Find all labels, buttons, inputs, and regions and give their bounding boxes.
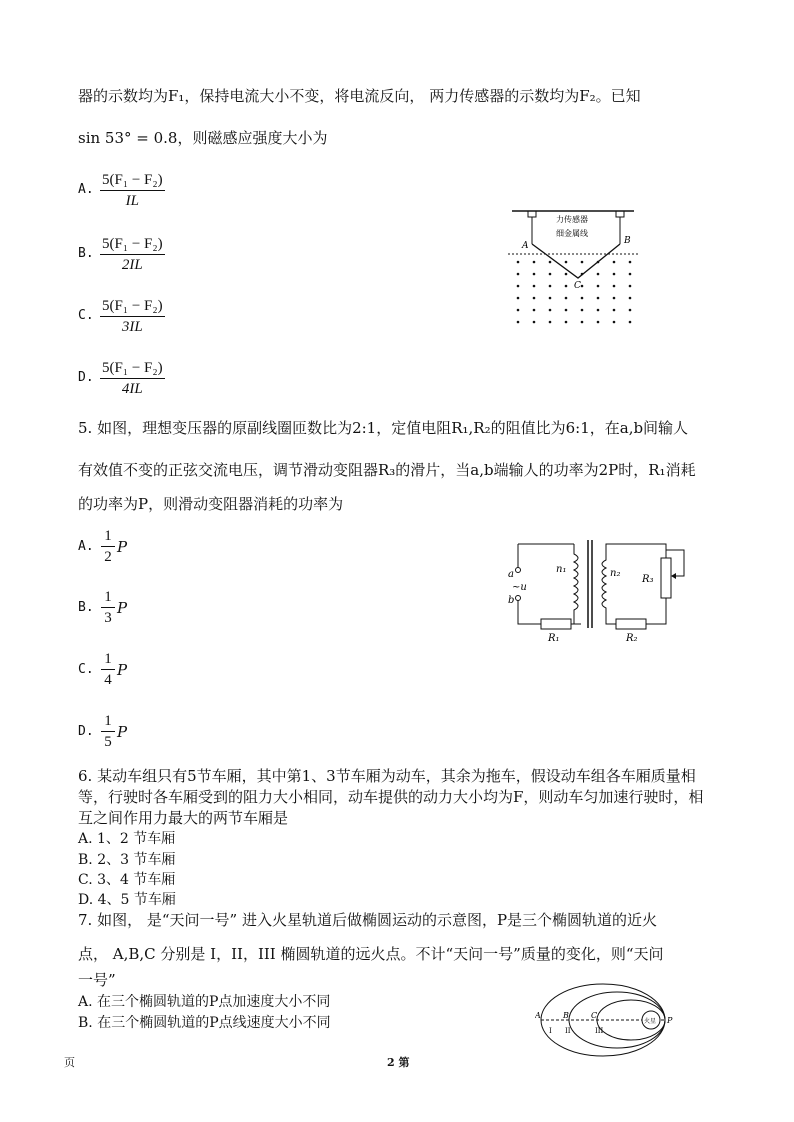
label-u: ~u (512, 582, 527, 593)
label-a: a (508, 569, 514, 580)
label-orbit-i: I (549, 1027, 552, 1035)
magnetic-field-dots (517, 261, 632, 324)
field-dot (517, 309, 520, 312)
field-dot (517, 273, 520, 276)
q4-option-d-letter: D. (78, 370, 94, 385)
q5-option-d-letter: D. (78, 724, 94, 739)
v-wire (532, 244, 620, 278)
label-a: A (535, 1011, 541, 1020)
field-dot (517, 321, 520, 324)
q5-option-a-letter: A. (78, 539, 94, 554)
q5-option-a-num: 1 (101, 526, 115, 547)
label-b: B (624, 236, 631, 246)
q5-option-a-den: 2 (104, 549, 112, 565)
q4-option-d-num: 5(F₁ − F₂) (100, 358, 165, 379)
field-dot (597, 285, 600, 288)
q5-option-d-fraction (101, 711, 115, 752)
field-dot (517, 261, 520, 264)
q7-option-b: B. 在三个椭圆轨道的P点线速度大小不同 (78, 1015, 331, 1031)
q5-line2: 有效值不变的正弦交流电压，调节滑动变阻器R₃的滑片，当a,b端输人的功率为2P时，R₁消耗 (78, 461, 696, 479)
q4-wire-figure (508, 208, 638, 328)
sensor-left (528, 211, 536, 217)
q5-option-d-den: 5 (104, 734, 112, 750)
field-dot (581, 321, 584, 324)
q6-line3: 互之间作用力最大的两节车厢是 (78, 809, 289, 827)
q5-option-a-var: P (117, 538, 128, 556)
q4-option-b-fraction (100, 234, 165, 275)
q4-line1: 器的示数均为F₁，保持电流大小不变，将电流反向， 两力传感器的示数均为F₂。已知 (78, 87, 641, 105)
field-dot (613, 321, 616, 324)
field-dot (581, 285, 584, 288)
field-dot (517, 297, 520, 300)
q4-option-b-letter: B. (78, 246, 94, 261)
field-dot (581, 261, 584, 264)
q4-option-b-num: 5(F₁ − F₂) (100, 234, 165, 255)
q6-option-a: A. 1、2 节车厢 (78, 831, 176, 847)
field-dot (565, 297, 568, 300)
q6-option-d: D. 4、5 节车厢 (78, 892, 176, 908)
q5-option-d-num: 1 (101, 711, 115, 732)
field-dot (565, 285, 568, 288)
resistor-r2 (616, 619, 646, 629)
q4-option-c-den: 3IL (121, 319, 143, 335)
q5-option-c-num: 1 (101, 649, 115, 670)
q5-option-c-den: 4 (104, 672, 112, 688)
secondary-right-wire (646, 598, 666, 624)
wire-label: 细金属线 (556, 229, 588, 238)
q5-option-b-num: 1 (101, 587, 115, 608)
field-dot (565, 273, 568, 276)
field-dot (533, 309, 536, 312)
sensor-right (616, 211, 624, 217)
q4-option-d-fraction (100, 358, 165, 399)
field-dot (613, 285, 616, 288)
q5-option-b-fraction (101, 587, 115, 628)
primary-coil (574, 544, 581, 624)
label-r1: R₁ (548, 633, 560, 644)
field-dot (549, 297, 552, 300)
q6-line2: 等，行驶时各车厢受到的阻力大小相同，动车提供的动力大小均为F，则动车匀加速行驶时，相 (78, 788, 704, 806)
footer-page-number: 2 第 (387, 1056, 410, 1069)
field-dot (613, 261, 616, 264)
q5-option-c-fraction (101, 649, 115, 690)
field-dot (613, 309, 616, 312)
q4-option-c-fraction (100, 296, 165, 337)
field-dot (629, 309, 632, 312)
q4-line2: sin 53° = 0.8，则磁感应强度大小为 (78, 129, 328, 147)
field-dot (549, 261, 552, 264)
q6-option-b: B. 2、3 节车厢 (78, 852, 176, 868)
field-dot (533, 273, 536, 276)
label-p: P (667, 1016, 673, 1025)
field-dot (597, 273, 600, 276)
q7-orbit-figure (535, 980, 675, 1060)
resistor-r1 (541, 619, 571, 629)
field-dot (565, 261, 568, 264)
field-dot (565, 309, 568, 312)
secondary-coil (602, 550, 606, 620)
label-n2: n₂ (610, 568, 621, 579)
q5-line1: 5. 如图，理想变压器的原副线圈匝数比为2:1，定值电阻R₁,R₂的阻值比为6:1，在a,b间输人 (78, 419, 689, 437)
field-dot (549, 285, 552, 288)
q7-line2: 点， A,B,C 分别是 I，II，III 椭圆轨道的远火点。不计“天问一号”质量的变化，则“天问 (78, 945, 664, 963)
field-dot (629, 297, 632, 300)
label-r3: R₃ (642, 574, 654, 585)
label-c: C (574, 281, 581, 291)
field-dot (565, 321, 568, 324)
field-dot (517, 285, 520, 288)
label-b: b (508, 595, 515, 606)
primary-left-bottom-wire (518, 600, 541, 624)
field-dot (549, 309, 552, 312)
field-dot (629, 261, 632, 264)
secondary-bottom-wire (606, 620, 616, 624)
q7-line1: 7. 如图， 是“天问一号” 进入火星轨道后做椭圆运动的示意图，P是三个椭圆轨道的近火 (78, 911, 658, 929)
field-dot (597, 309, 600, 312)
field-dot (533, 297, 536, 300)
label-c: C (591, 1011, 598, 1020)
terminal-a (516, 568, 521, 573)
footer-left: 页 (64, 1056, 75, 1069)
q5-transformer-figure (506, 536, 706, 651)
field-dot (613, 297, 616, 300)
q5-option-c-var: P (117, 661, 128, 679)
q4-option-c-num: 5(F₁ − F₂) (100, 296, 165, 317)
field-dot (597, 297, 600, 300)
resistor-r3 (661, 558, 671, 598)
field-dot (581, 297, 584, 300)
q6-option-c: C. 3、4 节车厢 (78, 872, 176, 888)
q5-option-b-den: 3 (104, 610, 112, 626)
q4-option-b-den: 2IL (121, 257, 143, 273)
field-dot (597, 321, 600, 324)
q4-option-d-den: 4IL (121, 381, 143, 397)
q7-line3: 一号” (78, 971, 116, 989)
q5-option-a-fraction (101, 526, 115, 567)
q4-option-a-fraction (100, 170, 165, 211)
label-n1: n₁ (556, 564, 567, 575)
q4-option-a-num: 5(F₁ − F₂) (100, 170, 165, 191)
field-dot (629, 321, 632, 324)
secondary-top-wire (606, 544, 666, 558)
field-dot (629, 285, 632, 288)
field-dot (533, 321, 536, 324)
field-dot (613, 273, 616, 276)
label-orbit-iii: III (595, 1027, 604, 1035)
field-dot (549, 273, 552, 276)
field-dot (581, 273, 584, 276)
label-a: A (522, 241, 529, 251)
q4-option-a-den: IL (125, 193, 139, 209)
sensor-label: 力传感器 (556, 215, 588, 224)
field-dot (549, 321, 552, 324)
slider-arrow (671, 573, 676, 579)
field-dot (533, 261, 536, 264)
q5-line3: 的功率为P，则滑动变阻器消耗的功率为 (78, 495, 344, 513)
q4-option-a-letter: A. (78, 182, 94, 197)
terminal-b (516, 596, 521, 601)
label-r2: R₂ (626, 633, 638, 644)
field-dot (597, 261, 600, 264)
label-b: B (563, 1011, 569, 1020)
field-dot (533, 285, 536, 288)
field-dot (629, 273, 632, 276)
q5-option-b-var: P (117, 599, 128, 617)
q7-option-a: A. 在三个椭圆轨道的P点加速度大小不同 (78, 994, 331, 1010)
field-dot (581, 309, 584, 312)
label-orbit-ii: II (565, 1027, 571, 1035)
q5-option-c-letter: C. (78, 662, 94, 677)
q5-option-d-var: P (117, 723, 128, 741)
label-mars: 火星 (644, 1018, 657, 1025)
q5-option-b-letter: B. (78, 600, 94, 615)
q4-option-c-letter: C. (78, 308, 94, 323)
q6-line1: 6. 某动车组只有5节车厢，其中第1、3节车厢为动车，其余为拖车，假设动车组各车厢质量相 (78, 767, 696, 785)
